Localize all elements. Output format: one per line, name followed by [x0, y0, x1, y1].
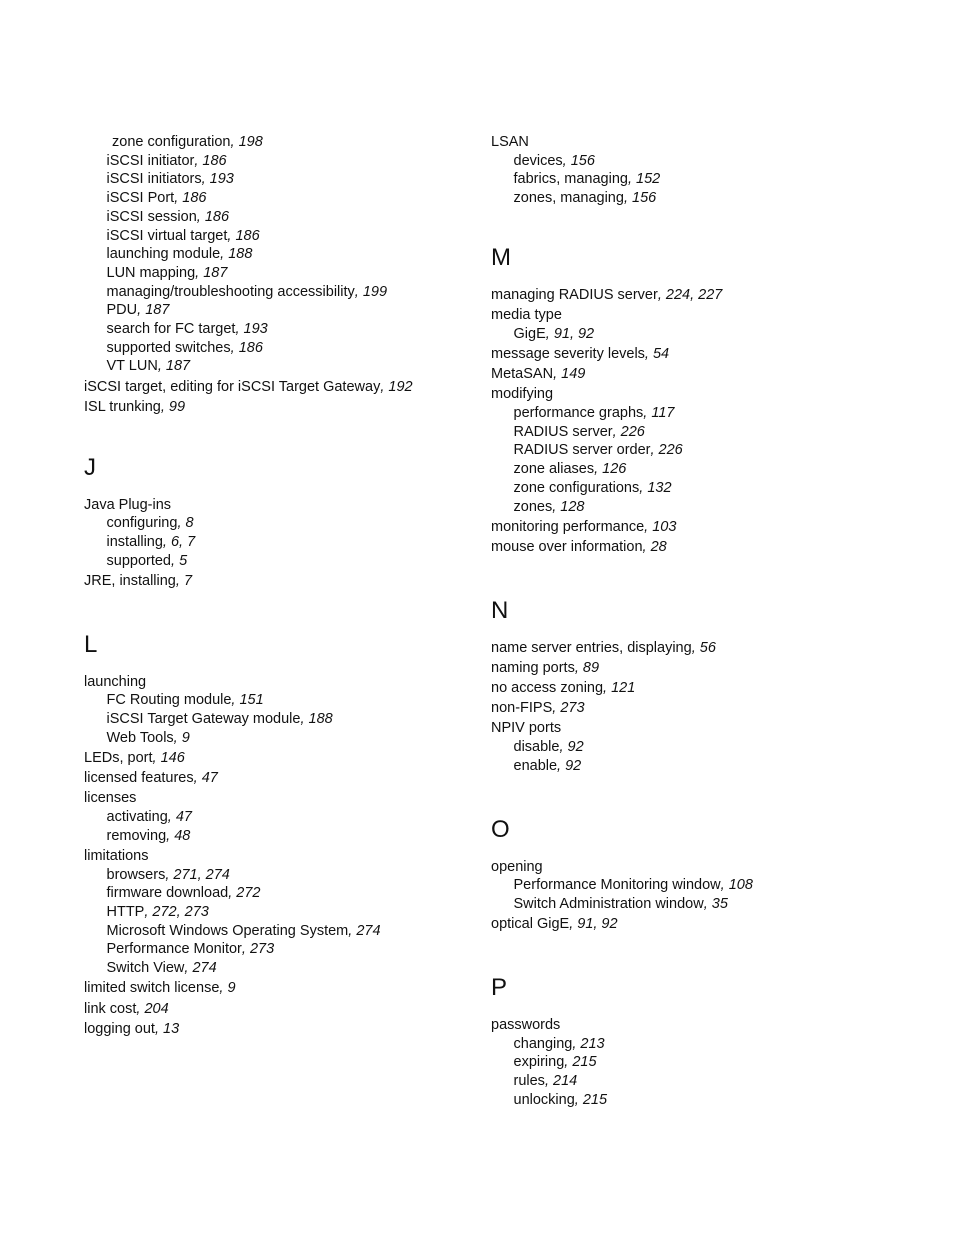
index-entry: managing RADIUS server, 224, 227 [491, 286, 723, 303]
page-reference[interactable]: 92 [567, 739, 584, 756]
page-reference[interactable]: 91, 92 [553, 325, 595, 342]
page-reference[interactable]: 273 [249, 941, 275, 958]
index-subentry: Switch View, 274 [106, 960, 217, 977]
index-column-left [84, 133, 464, 1038]
index-term: installing [106, 533, 163, 550]
page-reference[interactable]: 13 [163, 1020, 180, 1037]
index-term: ISL trunking [84, 398, 161, 415]
index-entry: ISL trunking, 99 [84, 398, 186, 415]
index-subentry: Web Tools, 9 [106, 729, 190, 746]
index-term: name server entries, displaying [491, 639, 692, 656]
index-subentry: PDU, 187 [106, 302, 170, 319]
index-term: naming ports [491, 659, 575, 676]
index-term: firmware download [106, 885, 229, 902]
page-reference[interactable]: 156 [632, 190, 657, 207]
index-term: removing [106, 827, 167, 844]
section-letter-m: M [491, 243, 511, 271]
page-reference[interactable]: 9 [227, 980, 236, 997]
index-term: VT LUN [106, 358, 158, 375]
index-term: iSCSI Port [106, 190, 175, 207]
section-letter-j: J [84, 453, 96, 481]
page-reference[interactable]: 8 [185, 515, 194, 532]
index-term: message severity levels [491, 345, 645, 362]
index-term: PDU [106, 302, 138, 319]
section-letter-o: O [491, 815, 510, 843]
index-term: performance graphs [513, 405, 644, 422]
index-subentry: HTTP, 272, 273 [106, 904, 209, 920]
index-term: disable [513, 739, 560, 756]
page-reference[interactable]: 56 [699, 639, 716, 656]
index-entry: logging out, 13 [84, 1020, 180, 1037]
page-reference[interactable]: 187 [203, 264, 228, 281]
page-reference[interactable]: 35 [711, 895, 728, 912]
index-subentry: zone aliases, 126 [513, 461, 627, 478]
section-m-entries [491, 286, 871, 557]
index-entry: JRE, installing, 7 [84, 572, 193, 589]
page-reference[interactable]: 28 [650, 538, 667, 555]
index-entry [84, 847, 464, 866]
index-entry: name server entries, displaying, 56 [491, 639, 716, 656]
index-section-n [491, 597, 871, 776]
index-term: zone aliases [513, 461, 595, 478]
page-reference[interactable]: 193 [209, 171, 234, 188]
index-term: Performance Monitoring window [513, 877, 721, 894]
page-reference[interactable]: 193 [243, 321, 268, 338]
index-term: fabrics, managing [513, 171, 628, 188]
page-reference[interactable]: 188 [228, 246, 253, 263]
page-reference[interactable]: 149 [561, 366, 586, 383]
index-term: launching [84, 673, 147, 690]
index-term: RADIUS server [513, 423, 613, 440]
page-reference[interactable]: 186 [235, 227, 260, 244]
index-term: JRE, installing [84, 572, 176, 589]
page-reference[interactable]: 226 [620, 423, 645, 440]
index-subentry: Performance Monitoring window, 108 [513, 877, 753, 894]
index-subentry: expiring, 215 [513, 1054, 597, 1071]
page-reference[interactable]: 192 [388, 378, 413, 395]
page-reference[interactable]: 47 [175, 808, 192, 825]
index-entry [84, 673, 464, 692]
index-term: iSCSI Target Gateway module [106, 710, 301, 727]
page-reference[interactable]: 117 [651, 405, 675, 422]
index-term: logging out [84, 1020, 155, 1037]
index-entry: mouse over information, 28 [491, 538, 667, 555]
page-reference[interactable]: 198 [238, 134, 263, 150]
page-reference[interactable]: 121 [611, 680, 636, 697]
index-term: launching module [106, 246, 221, 263]
page-reference[interactable]: 188 [308, 710, 333, 727]
index-term: iSCSI initiator [106, 152, 195, 169]
index-term: iSCSI initiators [106, 171, 202, 188]
section-letter-n: N [491, 596, 509, 624]
continued-entries [84, 133, 464, 417]
page-reference[interactable]: 215 [582, 1091, 608, 1108]
index-term: Switch Administration window [513, 895, 704, 912]
index-subentry: FC Routing module, 151 [106, 692, 264, 709]
section-letter-l: L [84, 630, 98, 658]
index-subentry: devices, 156 [513, 152, 595, 169]
index-entry: LEDs, port, 146 [84, 749, 185, 766]
page-reference[interactable]: 146 [160, 749, 185, 766]
index-subentry: changing, 213 [513, 1035, 605, 1052]
page-reference[interactable]: 6, 7 [170, 533, 196, 550]
index-subentry: zones, 128 [513, 498, 585, 515]
index-subentry: browsers, 271, 274 [106, 866, 230, 883]
index-section-j [84, 454, 464, 591]
index-subentry: LUN mapping, 187 [106, 264, 228, 281]
index-term: modifying [491, 386, 554, 403]
index-subentry: Switch Administration window, 35 [513, 895, 728, 912]
index-subentry: installing, 6, 7 [106, 533, 196, 550]
page-reference[interactable]: 91, 92 [577, 916, 618, 933]
index-term: FC Routing module [106, 692, 232, 709]
index-entry: non-FIPS, 273 [491, 700, 585, 717]
index-term: Microsoft Windows Operating System [106, 922, 349, 939]
page-reference[interactable]: 9 [181, 729, 190, 746]
index-term: managing/troubleshooting accessibility [106, 283, 355, 300]
page-reference[interactable]: 273 [560, 700, 585, 717]
page-reference[interactable]: 272, 273 [152, 904, 209, 920]
index-subentry: supported, 5 [106, 552, 188, 569]
index-subentry: iSCSI Target Gateway module, 188 [106, 710, 333, 727]
page-reference[interactable]: 274 [192, 960, 217, 977]
index-entry: MetaSAN, 149 [491, 366, 586, 383]
index-term: iSCSI session [106, 208, 197, 225]
index-term: expiring [513, 1054, 565, 1071]
page-reference[interactable]: 103 [652, 518, 677, 535]
index-term: configuring [106, 515, 178, 532]
index-term: Performance Monitor [106, 941, 242, 958]
index-entry [491, 385, 871, 404]
lsan-entries [491, 133, 871, 208]
index-entry [84, 789, 464, 808]
section-n-entries [491, 639, 871, 776]
section-j-entries [84, 496, 464, 591]
index-term: NPIV ports [491, 720, 562, 737]
index-term: unlocking [513, 1091, 575, 1108]
index-entry: monitoring performance, 103 [491, 518, 677, 535]
index-term: devices [513, 152, 563, 169]
index-entry [491, 306, 871, 325]
index-term: optical GigE [491, 916, 570, 933]
index-term: limitations [84, 847, 149, 864]
index-term: zone configuration [112, 134, 231, 150]
index-subentry: iSCSI virtual target, 186 [106, 227, 260, 244]
index-term: search for FC target [106, 321, 236, 338]
page-reference[interactable]: 47 [201, 770, 218, 787]
index-subentry: VT LUN, 187 [106, 358, 191, 375]
page-reference[interactable]: 89 [582, 659, 600, 676]
page-reference[interactable]: 92 [565, 757, 582, 774]
index-entry [491, 719, 871, 738]
page-reference[interactable]: 156 [570, 152, 595, 169]
index-subentry: rules, 214 [513, 1073, 578, 1089]
index-entry: link cost, 204 [84, 1000, 169, 1017]
index-term: link cost [84, 1000, 137, 1017]
index-term: GigE [513, 325, 546, 342]
page-reference[interactable]: 151 [239, 692, 264, 709]
index-subentry: enable, 92 [513, 757, 582, 774]
index-term: HTTP [106, 904, 145, 920]
page-reference[interactable]: 187 [165, 358, 191, 375]
index-subentry: launching module, 188 [106, 246, 253, 263]
index-term: rules [513, 1073, 545, 1089]
index-subentry: zone configurations, 132 [513, 479, 672, 496]
index-subentry: iSCSI Port, 186 [106, 190, 207, 207]
page-reference[interactable]: 7 [183, 572, 193, 589]
index-term: MetaSAN [491, 366, 554, 383]
page-reference[interactable]: 99 [168, 398, 186, 415]
index-subentry: removing, 48 [106, 827, 191, 844]
page-reference[interactable]: 187 [145, 302, 170, 319]
index-term: iSCSI virtual target [106, 227, 228, 244]
index-entry: optical GigE, 91, 92 [491, 916, 618, 933]
index-entry: message severity levels, 54 [491, 345, 670, 362]
section-l-entries [84, 673, 464, 1039]
section-o-entries [491, 858, 871, 934]
index-term: Java Plug-ins [84, 496, 172, 513]
index-term: licensed features [84, 770, 194, 787]
index-term: RADIUS server order [513, 442, 651, 459]
page-reference[interactable]: 274 [356, 922, 381, 939]
page-reference[interactable]: 186 [202, 152, 227, 169]
index-term: zones [513, 498, 553, 515]
index-term: Web Tools [106, 729, 174, 746]
index-entry: naming ports, 89 [491, 659, 600, 676]
index-term: enable [513, 757, 558, 774]
index-subentry: supported switches, 186 [106, 339, 263, 356]
index-subentry: iSCSI initiators, 193 [106, 171, 234, 188]
index-subentry: Microsoft Windows Operating System, 274 [106, 922, 381, 939]
index-section-o [491, 816, 871, 934]
index-subentry: Performance Monitor, 273 [106, 941, 275, 958]
page-reference[interactable]: 128 [560, 498, 585, 515]
index-term: changing [513, 1035, 573, 1052]
index-term: iSCSI target, editing for iSCSI Target Gateway [84, 378, 381, 395]
index-subentry: firmware download, 272 [106, 885, 261, 902]
index-entry [84, 496, 464, 515]
index-subentry: performance graphs, 117 [513, 405, 675, 422]
index-section-l [84, 631, 464, 1039]
index-subentry: unlocking, 215 [513, 1091, 608, 1108]
index-column-right [491, 133, 871, 1109]
index-subentry: search for FC target, 193 [106, 321, 268, 338]
page-reference[interactable]: 152 [636, 171, 661, 188]
index-subentry: iSCSI session, 186 [106, 208, 230, 225]
index-subentry: iSCSI initiator, 186 [106, 152, 227, 169]
index-subentry: managing/troubleshooting accessibility, 199 [106, 283, 388, 300]
index-section-p [491, 974, 871, 1110]
index-subentry: RADIUS server, 226 [513, 423, 645, 440]
page-reference[interactable]: 215 [572, 1054, 597, 1071]
index-subentry: zone configuration, 198 [112, 134, 263, 150]
index-entry [491, 858, 871, 877]
index-term: supported [106, 552, 171, 569]
index-term: activating [106, 808, 168, 825]
index-entry: iSCSI target, editing for iSCSI Target Gateway, 192 [84, 378, 413, 395]
index-entry: limited switch license, 9 [84, 980, 236, 997]
index-term: LUN mapping [106, 264, 196, 281]
page-reference[interactable]: 132 [647, 479, 672, 496]
index-term: zone configurations [513, 479, 640, 496]
page-reference[interactable]: 199 [362, 283, 388, 300]
index-term: zones, managing [513, 190, 624, 207]
page-reference[interactable]: 186 [182, 190, 207, 207]
index-term: passwords [491, 1016, 561, 1033]
page-reference[interactable]: 186 [238, 339, 263, 356]
index-term: Switch View [106, 960, 185, 977]
index-term: licenses [84, 790, 137, 807]
index-term: mouse over information [491, 538, 643, 555]
page-reference[interactable]: 213 [580, 1035, 605, 1052]
section-p-entries [491, 1016, 871, 1110]
index-subentry: activating, 47 [106, 808, 192, 825]
index-term: LEDs, port [84, 749, 153, 766]
page-reference[interactable]: 214 [553, 1073, 578, 1089]
page-reference[interactable]: 224, 227 [665, 286, 723, 303]
page-reference[interactable]: 5 [179, 552, 188, 569]
index-subentry: RADIUS server order, 226 [513, 442, 683, 459]
index-entry [491, 133, 871, 152]
index-subentry: zones, managing, 156 [513, 190, 657, 207]
page-reference[interactable]: 272 [236, 885, 261, 902]
index-subentry: disable, 92 [513, 739, 584, 756]
index-term: LSAN [491, 134, 529, 150]
index-term: opening [491, 858, 543, 875]
index-term: no access zoning [491, 680, 604, 697]
index-subentry: GigE, 91, 92 [513, 325, 595, 342]
page-reference[interactable]: 186 [204, 208, 230, 225]
index-subentry: configuring, 8 [106, 515, 194, 532]
index-section-m [491, 244, 871, 557]
index-term: monitoring performance [491, 518, 645, 535]
index-term: browsers [106, 866, 166, 883]
section-letter-p: P [491, 973, 508, 1001]
page-reference[interactable]: 108 [728, 877, 753, 894]
page-reference[interactable]: 54 [652, 345, 670, 362]
index-term: managing RADIUS server [491, 286, 658, 303]
index-term: non-FIPS [491, 700, 553, 717]
index-subentry: fabrics, managing, 152 [513, 171, 661, 188]
index-entry [491, 1016, 871, 1035]
index-entry: licensed features, 47 [84, 770, 218, 787]
index-entry: no access zoning, 121 [491, 680, 636, 697]
page-reference[interactable]: 271, 274 [173, 866, 230, 883]
index-term: media type [491, 307, 562, 324]
page-reference[interactable]: 204 [144, 1000, 169, 1017]
index-term: limited switch license [84, 980, 220, 997]
page-reference[interactable]: 48 [174, 827, 191, 844]
index-term: supported switches [106, 339, 231, 356]
page-reference[interactable]: 126 [602, 461, 627, 478]
page-reference[interactable]: 226 [658, 442, 683, 459]
